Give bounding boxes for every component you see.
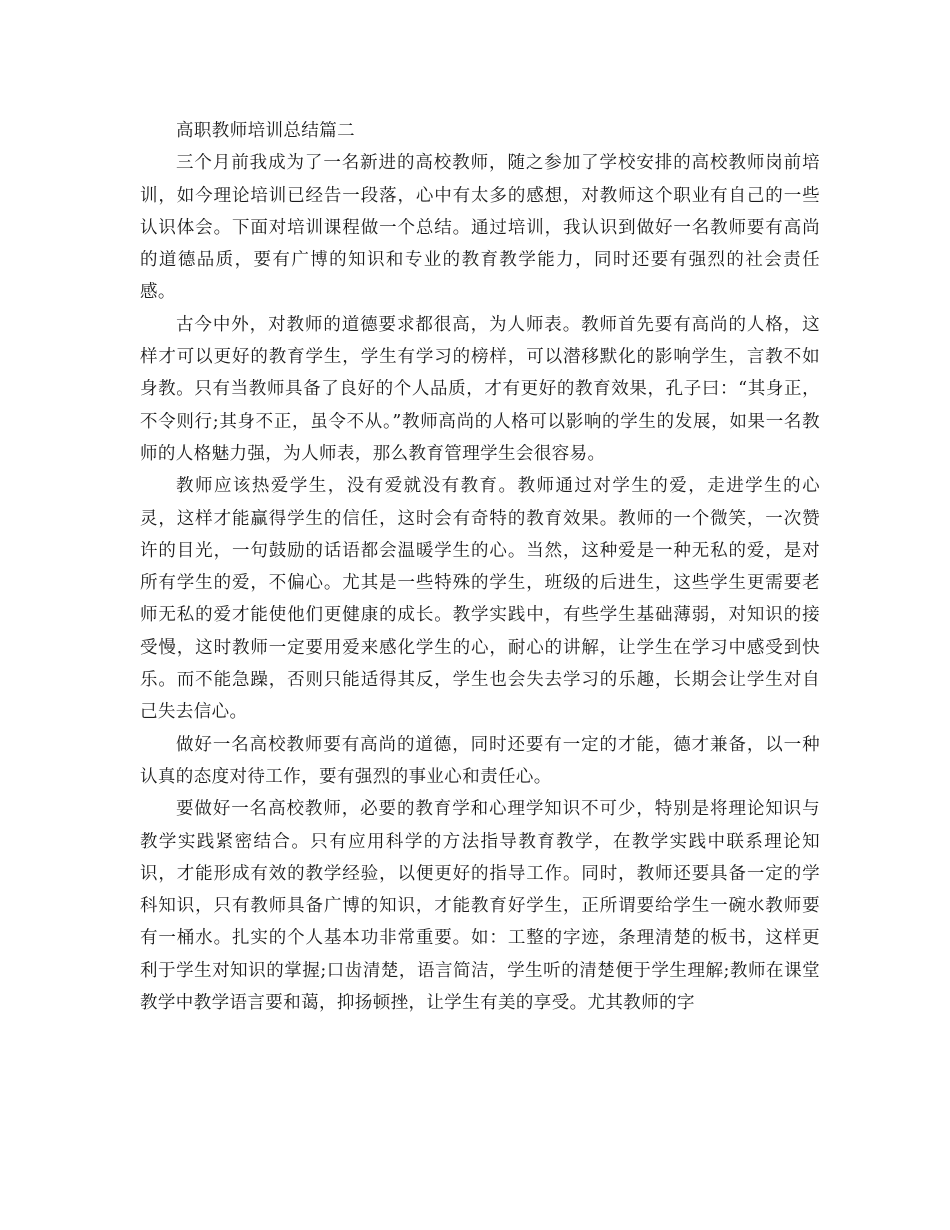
paragraph-2: 古今中外，对教师的道德要求都很高，为人师表。教师首先要有高尚的人格，这样才可以更好的教育学生，学生有学习的榜样，可以潜移默化的影响学生，言教不如身教。只有当教师具备了良好的个人品质，才有更好的教育效果，孔子曰：“其身正，不令则行;其身不正，虽令不从。”教师高尚的人格可以影响的学生的发展，如果一名教师的人格魅力强，为人师表，那么教育管理学生会很容易。	[140, 314, 820, 464]
paragraph-5: 要做好一名高校教师，必要的教育学和心理学知识不可少，特别是将理论知识与教学实践紧密结合。只有应用科学的方法指导教育教学，在教学实践中联系理论知识，才能形成有效的教学经验，以便更好的指导工作。同时，教师还要具备一定的学科知识，只有教师具备广博的知识，才能教育好学生，正所谓要给学生一碗水教师要有一桶水。扎实的个人基本功非常重要。如：工整的字迹，条理清楚的板书，这样更利于学生对知识的掌握;口齿清楚，语言简洁，学生听的清楚便于学生理解;教师在课堂教学中教学语言要和蔼，抑扬顿挫，让学生有美的享受。尤其教师的字	[140, 799, 820, 1014]
paragraph-1: 三个月前我成为了一名新进的高校教师，随之参加了学校安排的高校教师岗前培训，如今理论培训已经告一段落，心中有太多的感想，对教师这个职业有自己的一些认识体会。下面对培训课程做一个总结。通过培训，我认识到做好一名教师要有高尚的道德品质，要有广博的知识和专业的教育教学能力，同时还要有强烈的社会责任感。	[140, 153, 820, 303]
paragraph-3: 教师应该热爱学生，没有爱就没有教育。教师通过对学生的爱，走进学生的心灵，这样才能赢得学生的信任，这时会有奇特的教育效果。教师的一个微笑，一次赞许的目光，一句鼓励的话语都会温暖学生的心。当然，这种爱是一种无私的爱，是对所有学生的爱，不偏心。尤其是一些特殊的学生，班级的后进生，这些学生更需要老师无私的爱才能使他们更健康的成长。教学实践中，有些学生基础薄弱，对知识的接受慢，这时教师一定要用爱来感化学生的心，耐心的讲解，让学生在学习中感受到快乐。而不能急躁，否则只能适得其反，学生也会失去学习的乐趣，长期会让学生对自己失去信心。	[140, 476, 820, 723]
document-title: 高职教师培训总结篇二	[176, 121, 355, 141]
document-body	[140, 115, 820, 1019]
paragraph-4: 做好一名高校教师要有高尚的道德，同时还要有一定的才能，德才兼备，以一种认真的态度对待工作，要有强烈的事业心和责任心。	[140, 734, 820, 787]
